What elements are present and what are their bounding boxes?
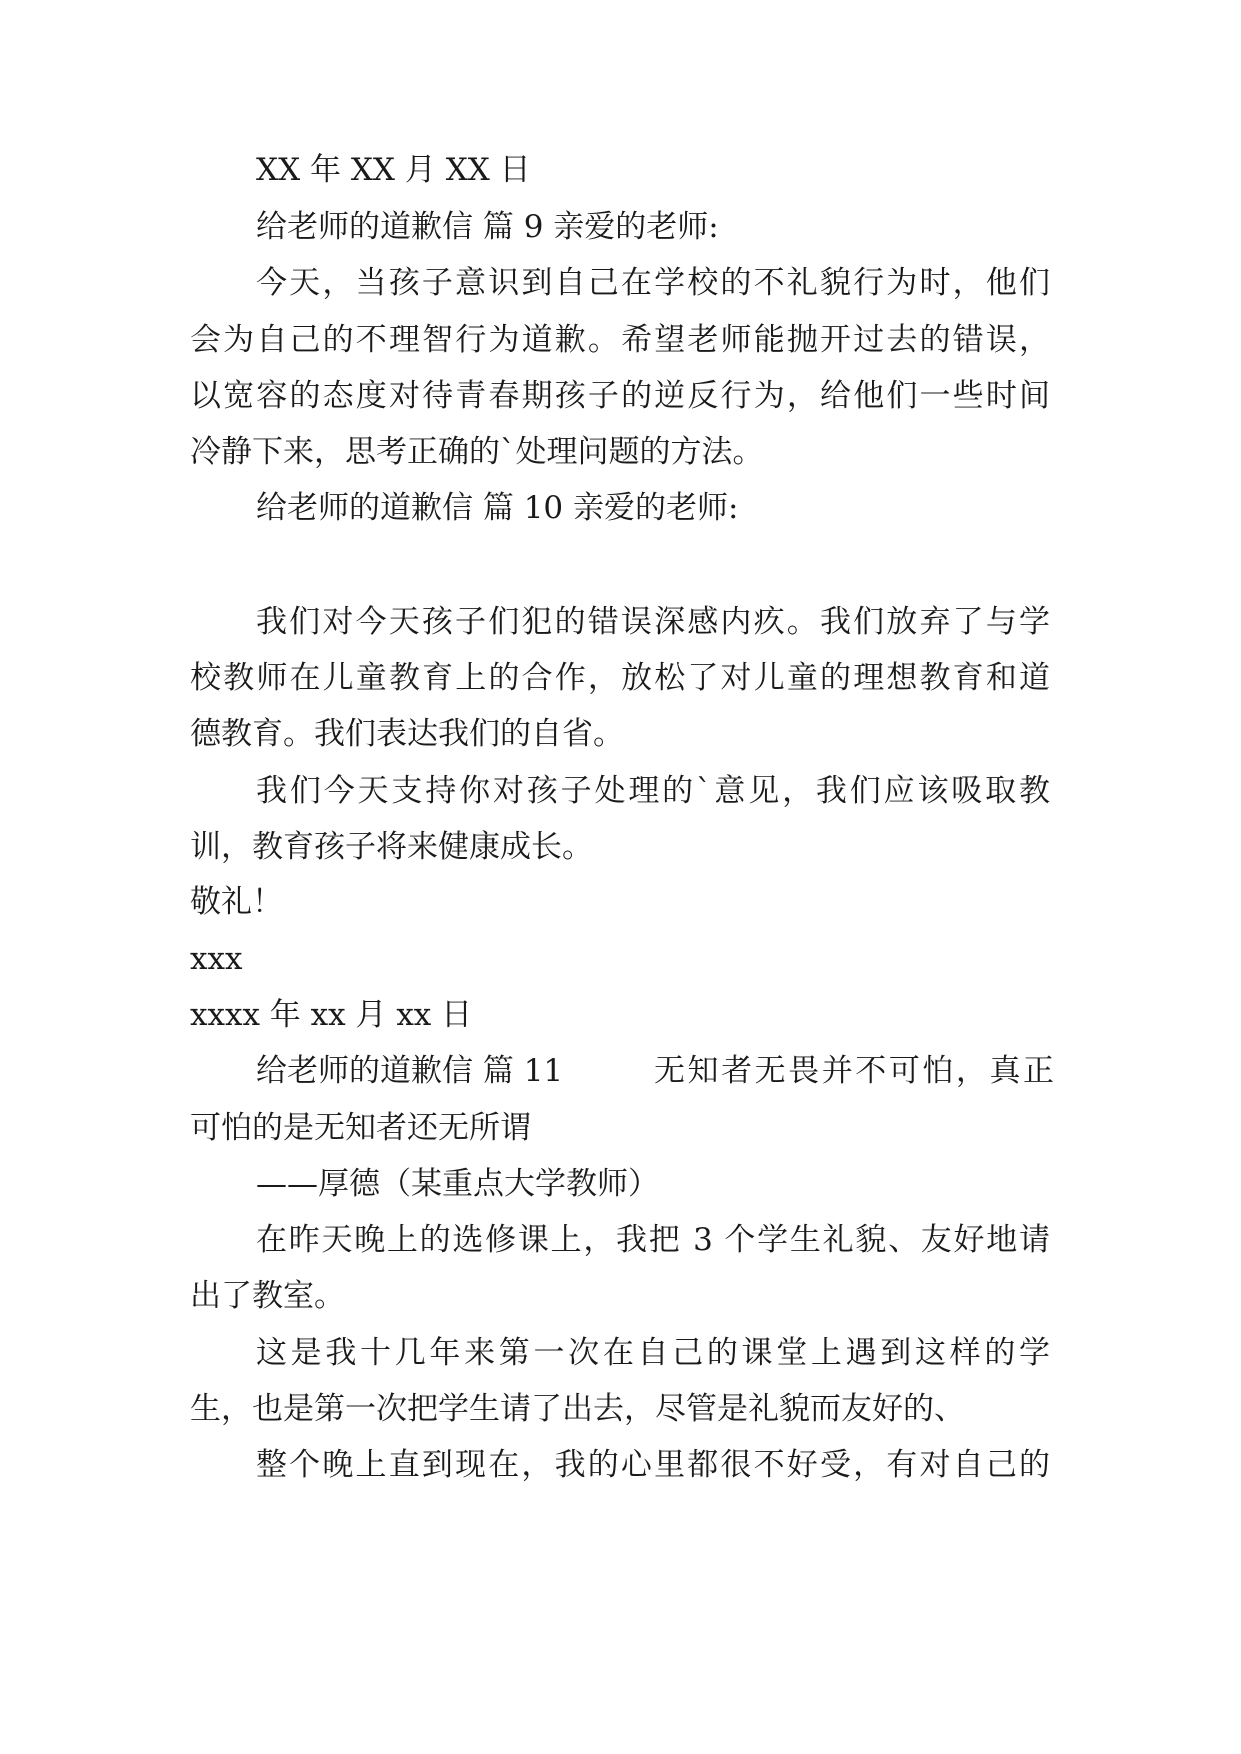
- letter-heading-11: 给老师的道歉信 篇 11: [256, 1053, 564, 1089]
- paragraph-line: 在昨天晚上的选修课上，我把 3 个学生礼貌、友好地请: [256, 1222, 1050, 1258]
- paragraph-line: 德教育。我们表达我们的自省。: [190, 716, 624, 752]
- signature: xxx: [190, 941, 243, 977]
- paragraph-line: 训，教育孩子将来健康成长。: [190, 829, 593, 865]
- paragraph-line: 整个晚上直到现在，我的心里都很不好受，有对自己的: [256, 1447, 1050, 1483]
- quote-attribution: ——厚德（某重点大学教师）: [256, 1166, 659, 1202]
- paragraph-line: 以宽容的态度对待青春期孩子的逆反行为，给他们一些时间: [190, 378, 1050, 414]
- quote-line: 可怕的是无知者还无所谓: [190, 1110, 531, 1146]
- paragraph-line: 冷静下来，思考正确的`处理问题的方法。: [190, 434, 764, 470]
- quote-line: 无知者无畏并不可怕，真正: [654, 1053, 1054, 1089]
- date-line: XX 年 XX 月 XX 日: [256, 152, 531, 188]
- paragraph-line: 今天，当孩子意识到自己在学校的不礼貌行为时，他们: [256, 265, 1050, 301]
- signature-date: xxxx 年 xx 月 xx 日: [190, 997, 473, 1033]
- paragraph-line: 这是我十几年来第一次在自己的课堂上遇到这样的学: [256, 1335, 1050, 1371]
- letter-heading-9: 给老师的道歉信 篇 9 亲爱的老师:: [256, 209, 719, 245]
- closing-salutation: 敬礼！: [190, 884, 283, 920]
- paragraph-line: 出了教室。: [190, 1278, 345, 1314]
- paragraph-line: 会为自己的不理智行为道歉。希望老师能抛开过去的错误，: [190, 322, 1050, 358]
- paragraph-line: 我们今天支持你对孩子处理的`意见，我们应该吸取教: [256, 773, 1050, 809]
- paragraph-line: 生，也是第一次把学生请了出去，尽管是礼貌而友好的、: [190, 1391, 965, 1427]
- paragraph-line: 我们对今天孩子们犯的错误深感内疚。我们放弃了与学: [256, 604, 1050, 640]
- paragraph-line: 校教师在儿童教育上的合作，放松了对儿童的理想教育和道: [190, 660, 1050, 696]
- letter-heading-10: 给老师的道歉信 篇 10 亲爱的老师:: [256, 490, 739, 526]
